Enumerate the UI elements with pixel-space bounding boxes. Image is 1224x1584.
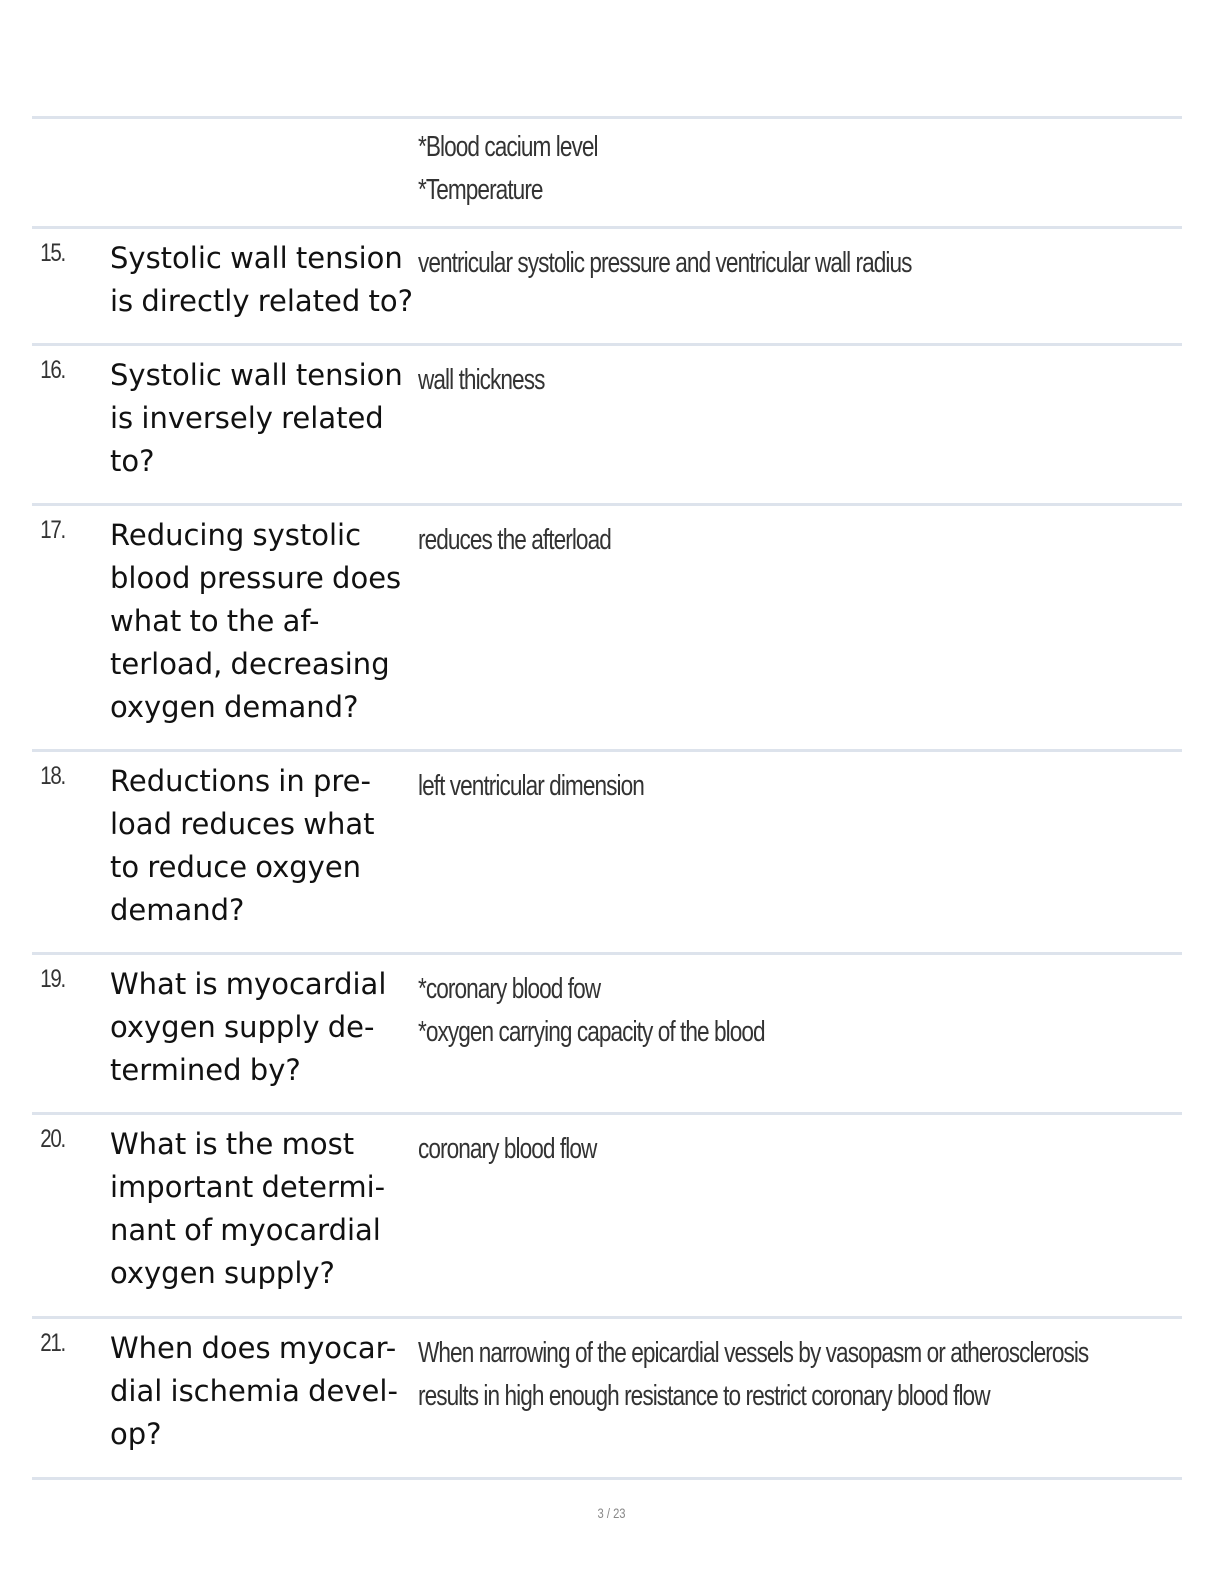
row-number: 17. xyxy=(40,516,66,544)
definition-line: ventricular systolic pressure and ventricular wall radius xyxy=(418,247,912,279)
definition-line: *oxygen carrying capacity of the blood xyxy=(418,1016,765,1048)
row-number: 15. xyxy=(40,239,66,267)
term-cell xyxy=(110,1115,418,1316)
definition-line: When narrowing of the epicardial vessels by vasopasm or atherosclerosis xyxy=(418,1337,1089,1369)
term-line: is inversely related xyxy=(110,401,384,435)
definition-line: *coronary blood fow xyxy=(418,973,601,1005)
term-line: oxygen demand? xyxy=(110,690,359,724)
definition-line: reduces the afterload xyxy=(418,524,611,556)
term-cell xyxy=(110,119,418,226)
term-line: oxygen supply? xyxy=(110,1256,335,1290)
definition-cell xyxy=(418,1115,1224,1316)
table-row xyxy=(32,119,1182,229)
row-number: 21. xyxy=(40,1329,66,1357)
term-line: to? xyxy=(110,444,155,478)
term-line: Systolic wall tension xyxy=(110,358,403,392)
term-line: important determi- xyxy=(110,1170,386,1204)
definition-line: coronary blood flow xyxy=(418,1133,597,1165)
table-row xyxy=(32,955,1182,1115)
row-number: 20. xyxy=(40,1125,66,1153)
definition-line: *Temperature xyxy=(418,174,543,206)
table-row xyxy=(32,1319,1182,1480)
definition-cell xyxy=(418,506,1224,749)
term-cell xyxy=(110,346,418,503)
term-cell xyxy=(110,955,418,1112)
row-number: 16. xyxy=(40,356,66,384)
definition-line: left ventricular dimension xyxy=(418,770,644,802)
term-line: nant of myocardial xyxy=(110,1213,381,1247)
definition-line: *Blood cacium level xyxy=(418,131,598,163)
definition-line: wall thickness xyxy=(418,364,545,396)
term-line: oxygen supply de- xyxy=(110,1010,375,1044)
term-line: op? xyxy=(110,1417,162,1451)
term-line: termined by? xyxy=(110,1053,301,1087)
term-cell xyxy=(110,229,418,343)
row-number xyxy=(32,119,96,226)
term-line: What is myocardial xyxy=(110,967,387,1001)
term-cell xyxy=(110,506,418,749)
term-line: demand? xyxy=(110,893,245,927)
page-number xyxy=(0,1505,1224,1521)
term-line: blood pressure does xyxy=(110,561,402,595)
term-line: is directly related to? xyxy=(110,284,414,318)
term-line: When does myocar- xyxy=(110,1331,397,1365)
table-row xyxy=(32,1115,1182,1319)
definition-cell xyxy=(418,752,1224,952)
row-number: 19. xyxy=(40,965,66,993)
term-cell xyxy=(110,752,418,952)
term-line: Reductions in pre- xyxy=(110,764,371,798)
term-line: Systolic wall tension xyxy=(110,241,403,275)
table-row xyxy=(32,346,1182,506)
term-line: to reduce oxgyen xyxy=(110,850,362,884)
page-number-text: 3 / 23 xyxy=(597,1505,627,1521)
definition-line: results in high enough resistance to restrict coronary blood flow xyxy=(418,1380,990,1412)
term-line: dial ischemia devel- xyxy=(110,1374,398,1408)
definition-cell xyxy=(418,119,1224,226)
definition-cell xyxy=(418,346,1224,503)
definition-cell xyxy=(418,229,1224,343)
term-line: What is the most xyxy=(110,1127,355,1161)
term-line: what to the af- xyxy=(110,604,320,638)
table-row xyxy=(32,752,1182,955)
term-line: terload, decreasing xyxy=(110,647,390,681)
table-row xyxy=(32,506,1182,752)
term-line: Reducing systolic xyxy=(110,518,362,552)
flashcard-table xyxy=(32,116,1182,1480)
term-cell xyxy=(110,1319,418,1477)
table-row xyxy=(32,229,1182,346)
term-line: load reduces what xyxy=(110,807,375,841)
definition-cell xyxy=(418,955,1224,1112)
definition-cell xyxy=(418,1319,1224,1477)
row-number: 18. xyxy=(40,762,66,790)
